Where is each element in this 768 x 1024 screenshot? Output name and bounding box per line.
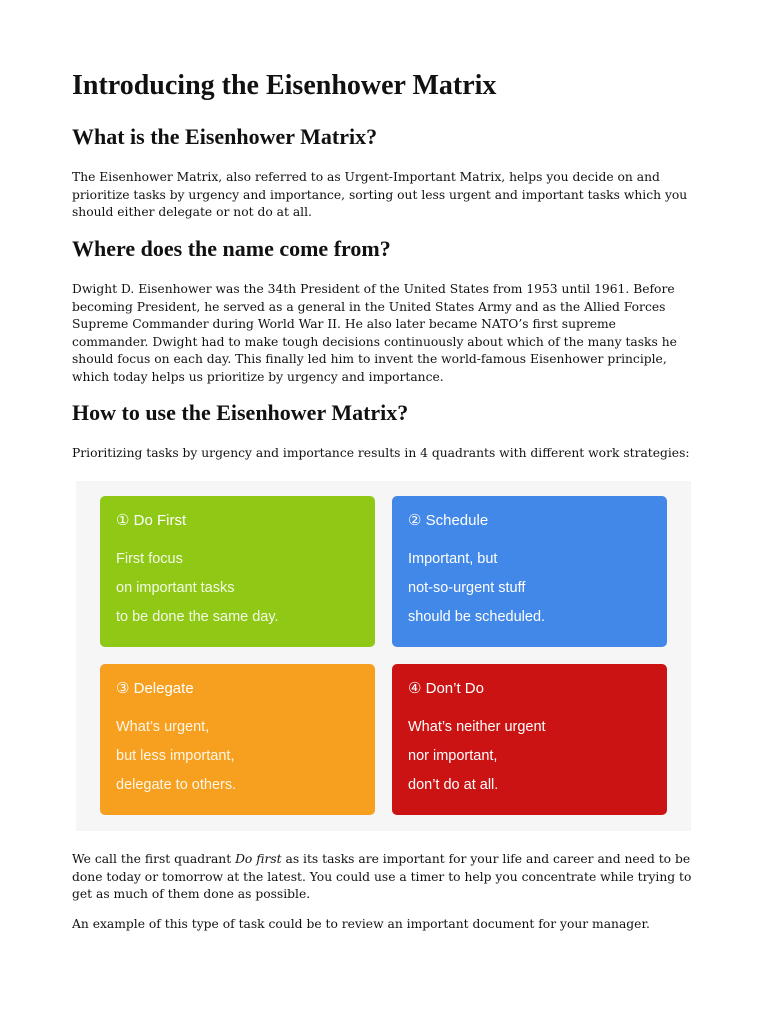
quadrant-line: not-so-urgent stuff [408,580,526,596]
section-text-how: Prioritizing tasks by urgency and importance results in 4 quadrants with different work strategies: [72,446,690,460]
example-paragraph: An example of this type of task could be to review an important document for your manager. [72,917,650,931]
quadrant-title: ① Do First [116,512,187,529]
quadrant-dont-do [392,664,667,815]
quadrant-line: nor important, [408,748,498,764]
quadrant-line: What’s urgent, [116,719,210,735]
quadrant-line: What’s neither urgent [408,719,546,735]
quadrant-line: First focus [116,551,183,567]
quadrant-title: ② Schedule [408,512,489,529]
quadrant-line: Important, but [408,551,498,567]
quadrant-do-first [100,496,375,647]
quadrant-delegate [100,664,375,815]
closing-paragraph [72,851,696,904]
quadrant-line: to be done the same day. [116,609,279,625]
closing-emphasis: Do first [235,852,282,866]
quadrant-line: delegate to others. [116,777,237,793]
page-title: Introducing the Eisenhower Matrix [72,70,497,101]
quadrant-line: on important tasks [116,580,235,596]
closing-text-suffix: as its tasks are important for your life and career and need to be done today or tomorrow at the latest. You could use a timer to help you concentrate while trying to get as much of them done as possible. [72,852,692,901]
section-text-where: Dwight D. Eisenhower was the 34th President of the United States from 1953 until 1961. Before becoming President, he served as a general in the United States Army and as the Allied Forces Supreme Commander during World War II. He also later became NATO’s first supreme commander. Dwight had to make tough decisions continuously about which of the many tasks he should focus on each day. This finally led him to invent the world-famous Eisenhower principle, which today helps us prioritize by urgency and importance. [72,282,677,384]
quadrant-title: ④ Don’t Do [408,680,484,697]
eisenhower-matrix [76,481,691,831]
closing-text-prefix: We call the first quadrant [72,852,236,866]
section-text-what: The Eisenhower Matrix, also referred to as Urgent-Important Matrix, helps you decide on and prioritize tasks by urgency and importance, sorting out less urgent and important tasks which you should either delegate or not do at all. [72,170,688,219]
section-heading-how: How to use the Eisenhower Matrix? [72,400,409,425]
section-heading-what: What is the Eisenhower Matrix? [72,124,378,149]
quadrant-schedule [392,496,667,647]
section-heading-where: Where does the name come from? [72,236,391,261]
quadrant-line: don’t do at all. [408,777,499,793]
quadrant-line: but less important, [116,748,235,764]
quadrant-title: ③ Delegate [116,680,194,697]
quadrant-line: should be scheduled. [408,609,546,625]
